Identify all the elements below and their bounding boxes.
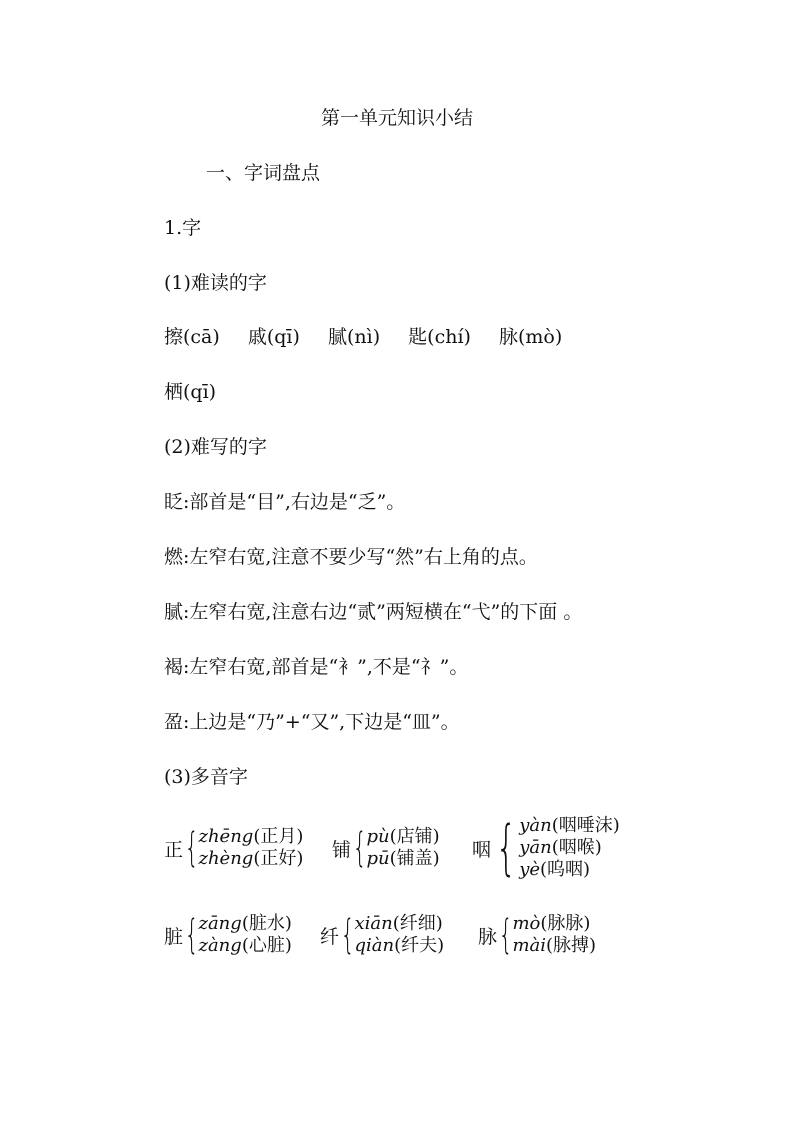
subsection-heading: 1.字	[164, 217, 202, 239]
reading-item: 匙(chí)	[408, 326, 471, 348]
reading-item: 脉(mò)	[498, 326, 563, 348]
polyphone-group	[332, 826, 440, 870]
reading-item: 腻(nì)	[327, 326, 381, 348]
polyphone-reading: zhèng(正好)	[198, 848, 304, 869]
hard-read-row-2	[164, 380, 216, 404]
polyphone-reading: zàng(心脏)	[198, 935, 292, 956]
polyphone-group	[164, 826, 303, 870]
polyphone-reading: yè(呜咽)	[519, 859, 591, 880]
polyphone-char: 咽	[472, 838, 492, 861]
polyphone-char: 正	[164, 838, 184, 861]
hard-read-row-1	[164, 325, 562, 349]
polyphone-group	[478, 913, 596, 957]
hard-write-item: 盈:上边是“乃”+“又”,下边是“皿”。	[164, 711, 460, 733]
polyphone-char: 脏	[164, 925, 184, 948]
polyphone-group	[164, 913, 292, 957]
polyphone-char: 纤	[320, 925, 340, 948]
polyphone-reading: yàn(咽唾沫)	[519, 815, 620, 836]
hard-write-item: 眨:部首是“目”,右边是“乏”。	[164, 491, 406, 513]
brace-icon: {	[184, 912, 199, 958]
reading-item: 擦(cā)	[164, 326, 220, 348]
polyphone-char: 铺	[332, 838, 352, 861]
section-heading: 一、字词盘点	[206, 162, 321, 184]
polyphone-char: 脉	[478, 925, 498, 948]
polyphone-reading: pū(铺盖)	[366, 848, 440, 869]
polyphone-reading: mò(脉脉)	[512, 913, 591, 934]
brace-icon: {	[495, 813, 517, 883]
brace-icon: {	[498, 912, 513, 958]
polyphone-reading: qiàn(纤夫)	[354, 935, 445, 956]
polyphone-reading: pù(店铺)	[366, 826, 440, 847]
polyphone-group	[472, 815, 620, 881]
hard-read-heading: (1)难读的字	[164, 272, 267, 294]
reading-item: 栖(qī)	[164, 381, 217, 403]
hard-write-item: 腻:左窄右宽,注意右边“贰”两短横在“弋”的下面 。	[164, 601, 583, 623]
polyphone-reading: mài(脉搏)	[512, 935, 597, 956]
polyphone-reading: zāng(脏水)	[198, 913, 292, 934]
reading-item: 戚(qī)	[247, 326, 300, 348]
polyphone-reading: zhēng(正月)	[198, 826, 304, 847]
polyphone-group	[320, 913, 444, 957]
hard-write-item: 褐:左窄右宽,部首是“衤”,不是“礻”。	[164, 656, 469, 678]
brace-icon: {	[340, 912, 355, 958]
polyphone-heading: (3)多音字	[164, 766, 248, 788]
hard-write-heading: (2)难写的字	[164, 436, 267, 458]
brace-icon: {	[352, 825, 367, 871]
polyphone-reading: xiān(纤细)	[354, 913, 443, 934]
polyphone-reading: yān(咽喉)	[519, 837, 602, 858]
brace-icon: {	[184, 825, 199, 871]
hard-write-item: 燃:左窄右宽,注意不要少写“然”右上角的点。	[164, 546, 538, 568]
page-title: 第一单元知识小结	[320, 107, 473, 129]
